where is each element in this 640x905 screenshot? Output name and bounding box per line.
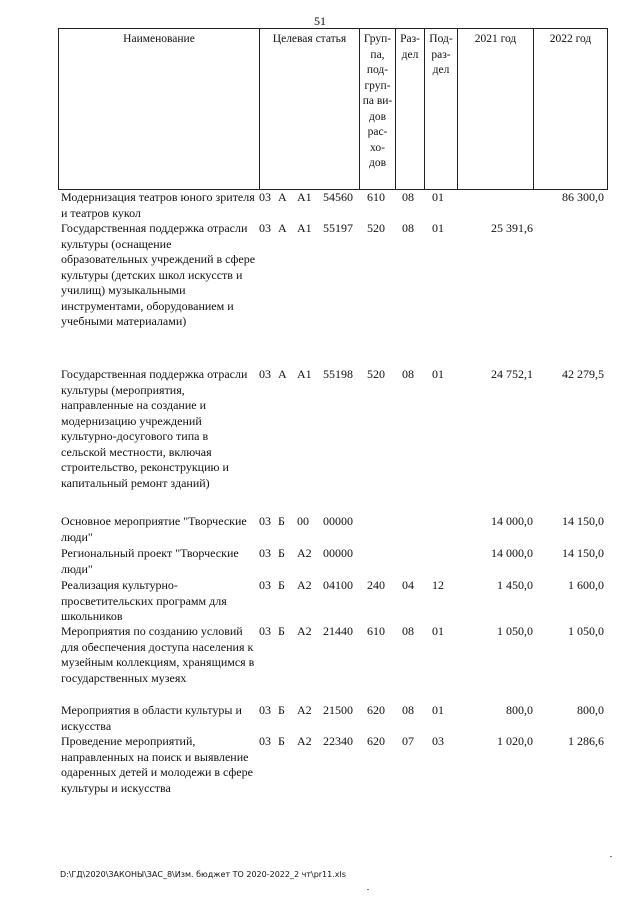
row-amount-2022: 14 150,0 xyxy=(562,514,604,528)
table-row xyxy=(58,578,608,624)
row-project-code: А2 xyxy=(297,734,312,748)
row-amount-2021: 800,0 xyxy=(506,703,533,717)
row-subsection: 01 xyxy=(432,703,444,717)
table-row xyxy=(58,190,608,221)
row-program-code: 03 xyxy=(259,514,271,528)
row-expense-group: 610 xyxy=(367,624,385,638)
row-program-code: 03 xyxy=(259,703,271,717)
file-path-footer: D:\ГД\2020\ЗАКОНЫ\ЗАС_8\Изм. бюджет ТО 2020-2022_2 чт\pr11.xls xyxy=(60,870,346,879)
row-program-code: 03 xyxy=(259,190,271,204)
row-program-code: 03 xyxy=(259,624,271,638)
row-section: 08 xyxy=(402,703,414,717)
row-project-code: А2 xyxy=(297,546,312,560)
row-direction-code: 00000 xyxy=(323,546,353,560)
row-subprogram-code: Б xyxy=(278,546,285,560)
row-subprogram-code: Б xyxy=(278,578,285,592)
row-program-code: 03 xyxy=(259,221,271,235)
table-row xyxy=(58,703,608,734)
row-amount-2022: 800,0 xyxy=(577,703,604,717)
row-name: Мероприятия в области культуры и искусства xyxy=(61,703,242,733)
row-amount-2022: 86 300,0 xyxy=(562,190,604,204)
row-amount-2022: 1 286,6 xyxy=(568,734,604,748)
row-amount-2022: 14 150,0 xyxy=(562,546,604,560)
row-name: Проведение мероприятий, направленных на поиск и выявление одаренных детей и молодежи в сфере культуры и искусства xyxy=(61,734,253,795)
budget-rows xyxy=(58,190,608,816)
row-amount-2021: 14 000,0 xyxy=(491,546,533,560)
scan-speck xyxy=(610,856,612,857)
header-name: Наименование xyxy=(123,33,195,45)
row-subsection: 12 xyxy=(432,578,444,592)
row-subprogram-code: А xyxy=(278,221,287,235)
row-expense-group: 240 xyxy=(367,578,385,592)
header-year-2021: 2021 год xyxy=(457,29,533,189)
row-name: Государственная поддержка отрасли культуры (мероприятия, направленные на создание и модернизацию учреждений культурно-досугового типа в сельской местности, включая строительство, реконструкцию и капитальный ремонт зданий) xyxy=(61,367,248,490)
row-section: 08 xyxy=(402,367,414,381)
row-program-code: 03 xyxy=(259,367,271,381)
row-program-code: 03 xyxy=(259,546,271,560)
row-amount-2022: 1 050,0 xyxy=(568,624,604,638)
row-name: Основное мероприятие "Творческие люди" xyxy=(61,514,247,544)
row-subsection: 01 xyxy=(432,221,444,235)
table-row xyxy=(58,367,608,514)
row-direction-code: 04100 xyxy=(323,578,353,592)
row-direction-code: 55198 xyxy=(323,367,353,381)
row-program-code: 03 xyxy=(259,578,271,592)
row-subprogram-code: Б xyxy=(278,624,285,638)
row-project-code: А2 xyxy=(297,624,312,638)
row-direction-code: 21440 xyxy=(323,624,353,638)
row-direction-code: 00000 xyxy=(323,514,353,528)
row-expense-group: 520 xyxy=(367,221,385,235)
row-subprogram-code: Б xyxy=(278,703,285,717)
row-subprogram-code: А xyxy=(278,367,287,381)
row-section: 08 xyxy=(402,190,414,204)
row-direction-code: 55197 xyxy=(323,221,353,235)
row-subsection: 01 xyxy=(432,190,444,204)
row-section: 08 xyxy=(402,221,414,235)
row-section: 07 xyxy=(402,734,414,748)
row-expense-group: 520 xyxy=(367,367,385,381)
row-program-code: 03 xyxy=(259,734,271,748)
row-name: Реализация культурно-просветительских программ для школьников xyxy=(61,578,227,623)
row-amount-2022: 42 279,5 xyxy=(562,367,604,381)
table-row xyxy=(58,546,608,578)
row-name: Модернизация театров юного зрителя и театров кукол xyxy=(61,190,255,220)
row-name: Мероприятия по созданию условий для обеспечения доступа населения к музейным коллекциям, хранящимся в государственных музеях xyxy=(61,624,255,685)
row-amount-2021: 1 020,0 xyxy=(497,734,533,748)
row-expense-group: 620 xyxy=(367,703,385,717)
row-amount-2021: 25 391,6 xyxy=(491,221,533,235)
table-row xyxy=(58,514,608,546)
page-number: 51 xyxy=(314,14,326,28)
row-amount-2021: 14 000,0 xyxy=(491,514,533,528)
row-project-code: А1 xyxy=(297,367,312,381)
row-expense-group: 610 xyxy=(367,190,385,204)
header-section: Раз- дел xyxy=(395,29,424,189)
row-project-code: А2 xyxy=(297,703,312,717)
header-year-2022: 2022 год xyxy=(533,29,607,189)
header-target-article: Целевая статья xyxy=(259,29,359,189)
row-amount-2021: 1 050,0 xyxy=(497,624,533,638)
row-project-code: 00 xyxy=(297,514,309,528)
row-project-code: А1 xyxy=(297,190,312,204)
row-section: 08 xyxy=(402,624,414,638)
row-project-code: А2 xyxy=(297,578,312,592)
row-direction-code: 21500 xyxy=(323,703,353,717)
row-subprogram-code: А xyxy=(278,190,287,204)
header-expense-group: Груп- па, под- груп- па ви- дов рас- хо- дов xyxy=(359,29,395,189)
row-amount-2021: 24 752,1 xyxy=(491,367,533,381)
row-amount-2021: 1 450,0 xyxy=(497,578,533,592)
table-row xyxy=(58,221,608,367)
row-subsection: 01 xyxy=(432,367,444,381)
row-name: Государственная поддержка отрасли культуры (оснащение образовательных учреждений в сфере культуры (детских школ искусств и училищ) музыкальными инструментами, оборудованием и учебными материалами) xyxy=(61,221,256,328)
row-subprogram-code: Б xyxy=(278,514,285,528)
scan-speck xyxy=(367,889,369,890)
table-row xyxy=(58,624,608,703)
row-direction-code: 54560 xyxy=(323,190,353,204)
table-header xyxy=(58,28,608,190)
header-subsection: Под- раз- дел xyxy=(424,29,457,189)
row-subsection: 01 xyxy=(432,624,444,638)
row-direction-code: 22340 xyxy=(323,734,353,748)
row-amount-2022: 1 600,0 xyxy=(568,578,604,592)
row-project-code: А1 xyxy=(297,221,312,235)
row-subsection: 03 xyxy=(432,734,444,748)
row-expense-group: 620 xyxy=(367,734,385,748)
row-section: 04 xyxy=(402,578,414,592)
row-subprogram-code: Б xyxy=(278,734,285,748)
row-name: Региональный проект "Творческие люди" xyxy=(61,546,239,576)
table-row xyxy=(58,734,608,816)
